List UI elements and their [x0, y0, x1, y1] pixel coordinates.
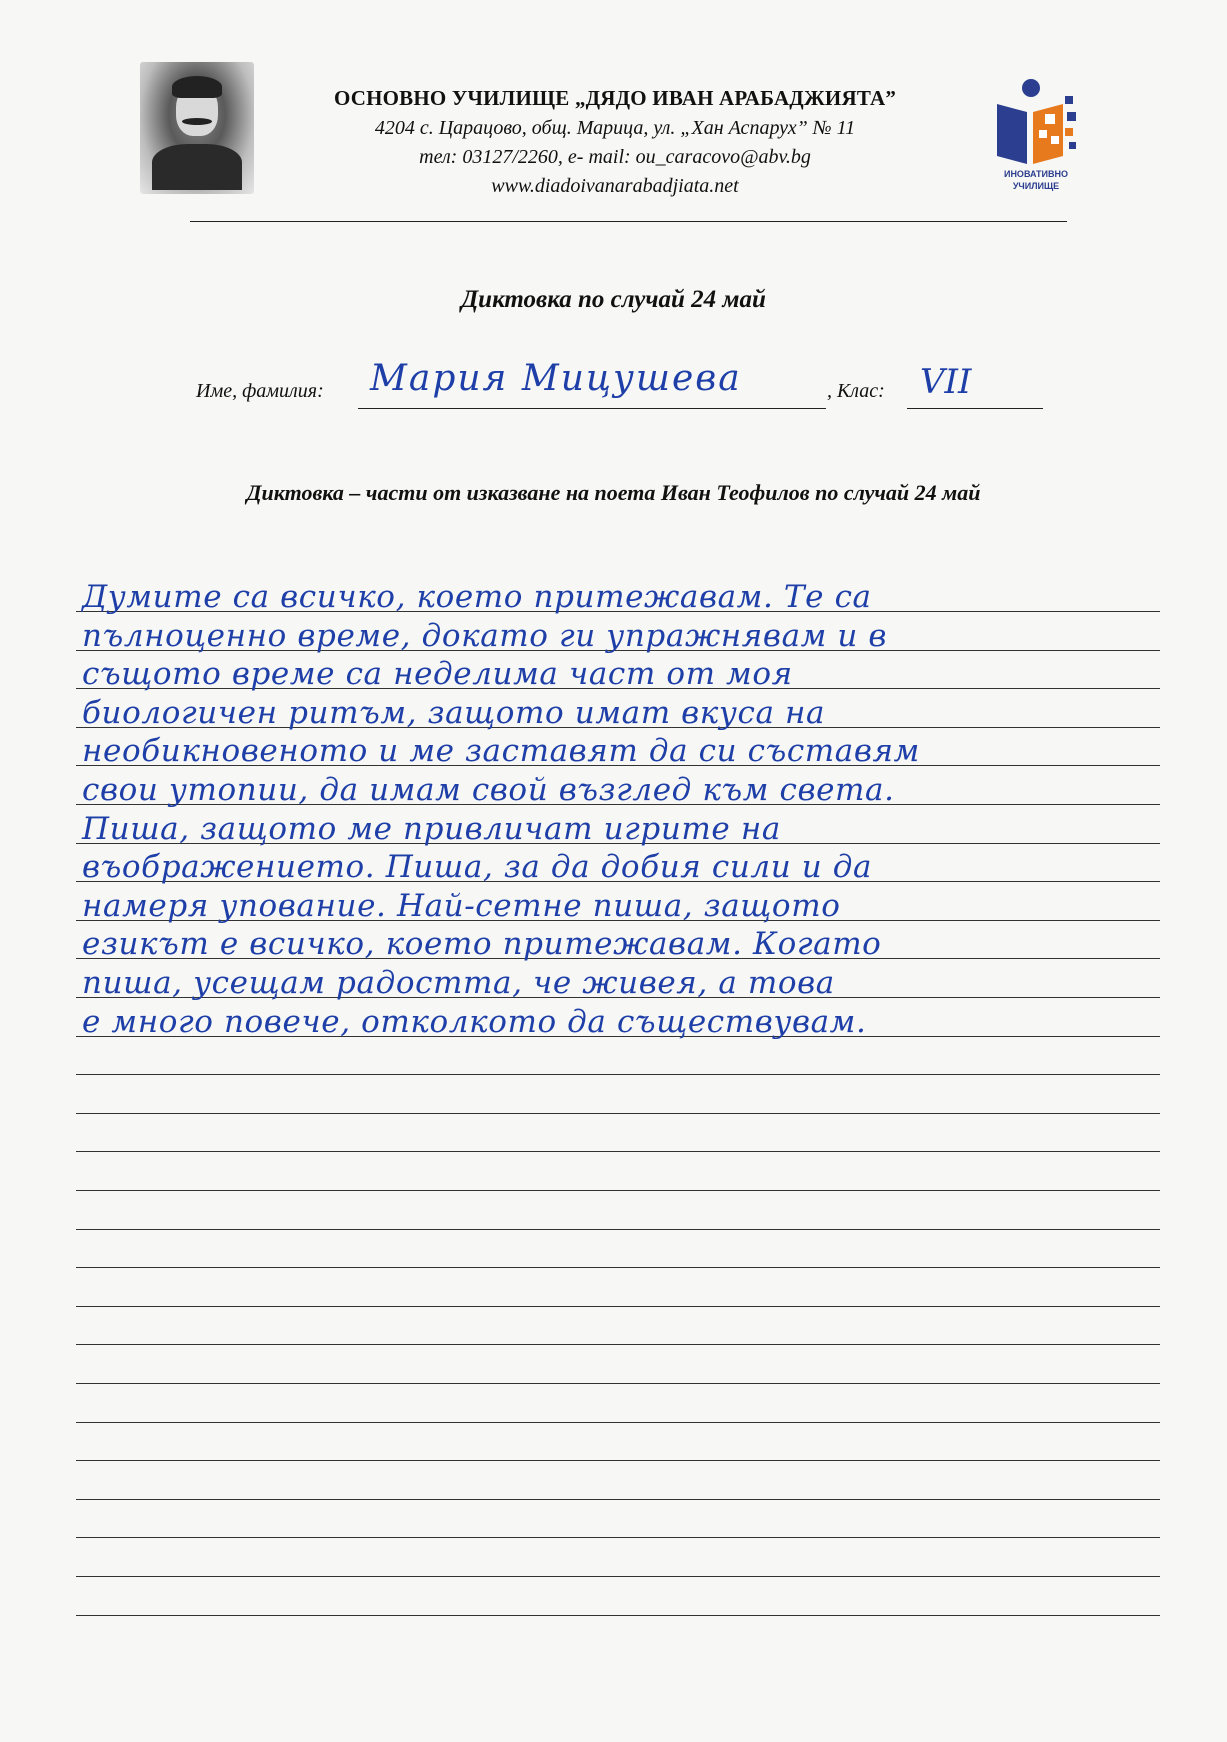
name-label: Име, фамилия: — [196, 380, 324, 402]
handwritten-line: Пиша, защото ме привличат игрите на — [82, 810, 781, 847]
school-header — [270, 86, 960, 198]
handwritten-line: пиша, усещам радостта, че живея, а това — [82, 965, 835, 1001]
handwritten-line: биологичен ритъм, защото имат вкуса на — [82, 694, 826, 731]
ruled-line — [76, 1460, 1160, 1461]
ruled-line — [76, 1306, 1160, 1307]
ruled-line — [76, 1537, 1160, 1538]
handwritten-line: е много повече, отколкото да съществувам. — [82, 1003, 867, 1040]
ruled-line — [76, 1576, 1160, 1577]
name-field[interactable]: Мария Мицушева — [370, 358, 742, 399]
ruled-writing-area — [76, 560, 1160, 1740]
ruled-line — [76, 1229, 1160, 1230]
class-label: , Клас: — [827, 380, 885, 402]
ruled-line — [76, 1499, 1160, 1500]
ruled-line — [76, 1267, 1160, 1268]
handwritten-line: езикът е всичко, което притежавам. Когато — [82, 926, 882, 963]
handwritten-line: намеря упование. Най-сетне пиша, защото — [82, 887, 841, 924]
class-field-line — [907, 408, 1043, 409]
header-divider — [190, 221, 1067, 222]
ruled-line — [76, 1113, 1160, 1114]
handwritten-line: Думите са всичко, което притежавам. Те са — [82, 579, 872, 615]
dictation-subtitle: Диктовка – части от изказване на поета Иван Теофилов по случай 24 май — [246, 480, 981, 505]
ruled-line — [76, 1074, 1160, 1075]
school-contact: тел: 03127/2260, е- mail: ou_caracovo@abv.bg — [419, 146, 811, 168]
name-field-line — [358, 408, 826, 409]
school-address: 4204 с. Царацово, общ. Марица, ул. „Хан Аспарух” № 11 — [374, 117, 856, 139]
ruled-line — [76, 1615, 1160, 1616]
ruled-line — [76, 1383, 1160, 1384]
logo-label: ИНОВАТИВНО УЧИЛИЩЕ — [1003, 169, 1069, 191]
handwritten-line: необикновеното и ме заставят да си съставям — [82, 733, 920, 770]
ruled-line — [76, 1190, 1160, 1191]
handwritten-line: същото време са неделима част от моя — [82, 656, 793, 693]
ruled-line — [76, 1344, 1160, 1345]
page-title: Диктовка по случай 24 май — [461, 286, 766, 313]
school-website: www.diadoivanarabadjiata.net — [491, 175, 739, 197]
ruled-line — [76, 1422, 1160, 1423]
student-info-row — [0, 358, 1227, 422]
class-field[interactable]: VII — [920, 362, 972, 402]
handwritten-line: пълноценно време, докато ги упражнявам и в — [82, 617, 888, 654]
ruled-line — [76, 1151, 1160, 1152]
handwritten-line: въображението. Пиша, за да добия сили и да — [82, 849, 873, 886]
school-name: ОСНОВНО УЧИЛИЩЕ „ДЯДО ИВАН АРАБАДЖИЯТА” — [333, 86, 897, 110]
handwritten-line: свои утопии, да имам свой възглед към света. — [82, 772, 895, 808]
founder-portrait — [140, 62, 254, 194]
